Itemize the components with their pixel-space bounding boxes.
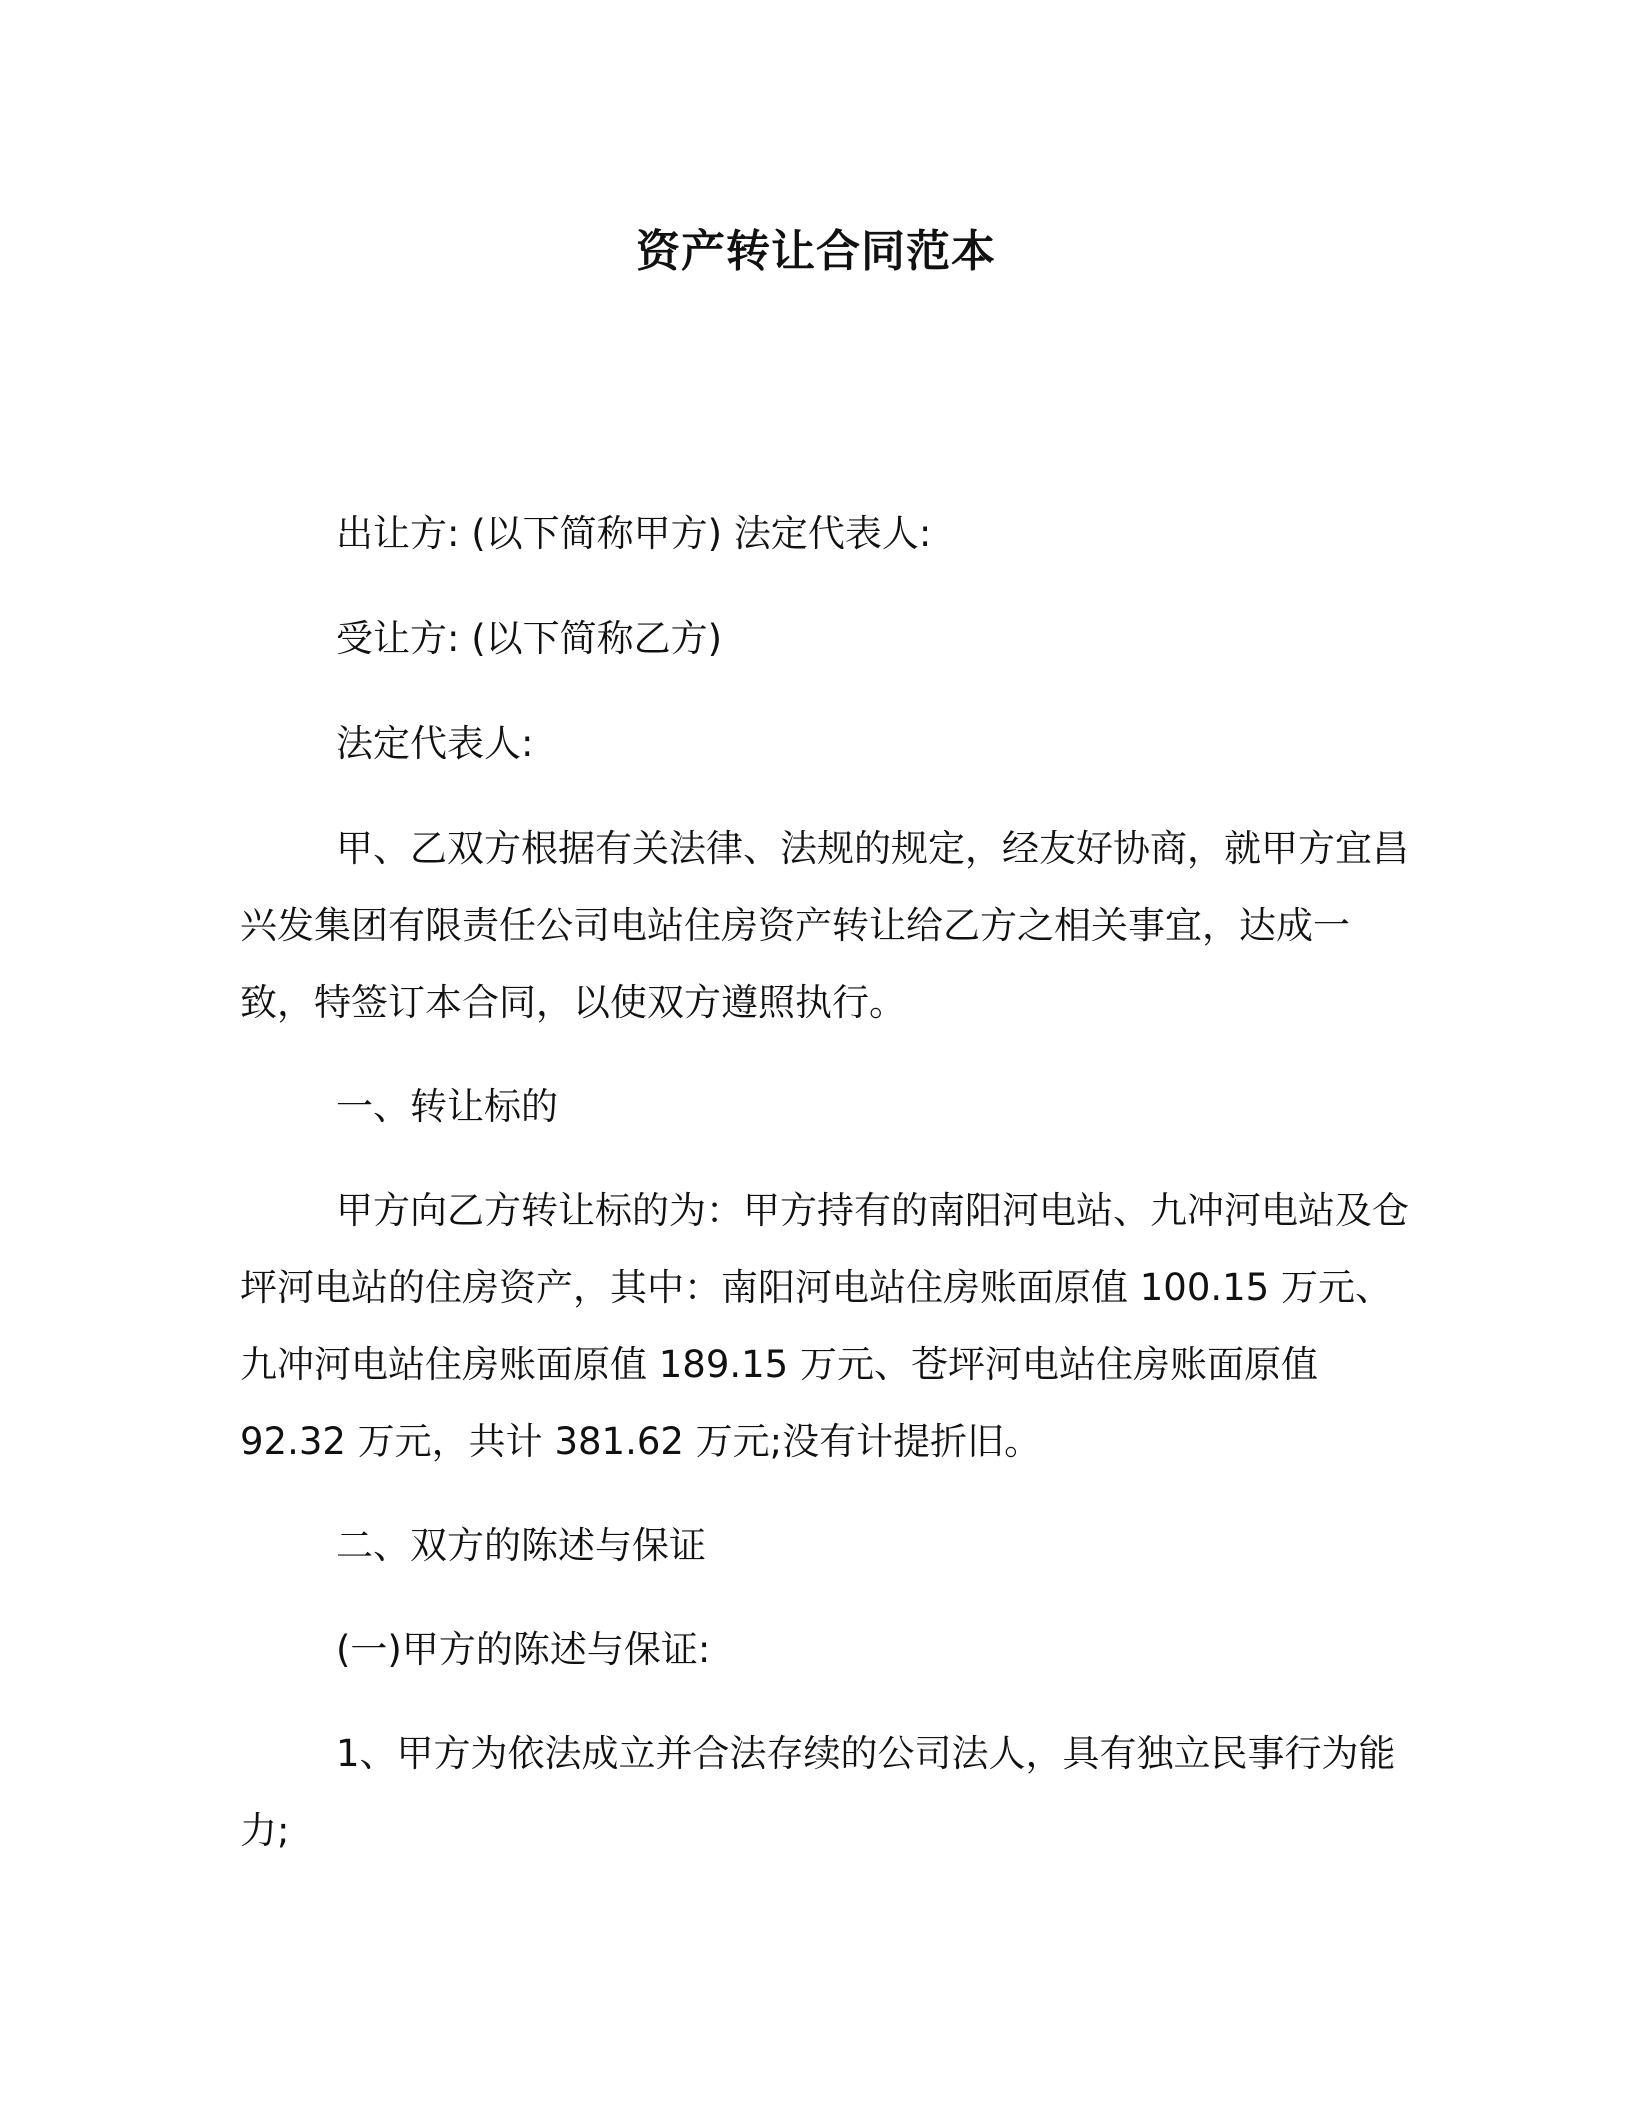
paragraph-preamble: 甲、乙双方根据有关法律、法规的规定，经友好协商，就甲方宜昌兴发集团有限责任公司电站住房资产转让给乙方之相关事宜，达成一致，特签订本合同，以使双方遵照执行。 bbox=[240, 827, 1409, 1024]
document-title: 资产转让合同范本 bbox=[636, 226, 996, 277]
paragraph-transfer-subject: 甲方向乙方转让标的为：甲方持有的南阳河电站、九冲河电站及仓坪河电站的住房资产，其中：南阳河电站住房账面原值 100.15 万元、九冲河电站住房账面原值 189.15 万元、苍坪河电站住房账面原值 92.32 万元，共计 381.62 万元;没有计提折旧。 bbox=[240, 1189, 1409, 1463]
section-heading-representations: 二、双方的陈述与保证 bbox=[336, 1524, 706, 1567]
paragraph-transferor: 出让方: (以下简称甲方) 法定代表人: bbox=[336, 512, 932, 555]
paragraph-transferee: 受让方: (以下简称乙方) bbox=[336, 617, 723, 660]
paragraph-clause-1: 1、甲方为依法成立并合法存续的公司法人，具有独立民事行为能力; bbox=[240, 1732, 1396, 1852]
subsection-heading-party-a: (一)甲方的陈述与保证: bbox=[336, 1628, 711, 1671]
paragraph-legal-representative: 法定代表人: bbox=[336, 722, 534, 765]
section-heading-transfer-subject: 一、转让标的 bbox=[336, 1085, 558, 1128]
document-body bbox=[240, 495, 1420, 1869]
